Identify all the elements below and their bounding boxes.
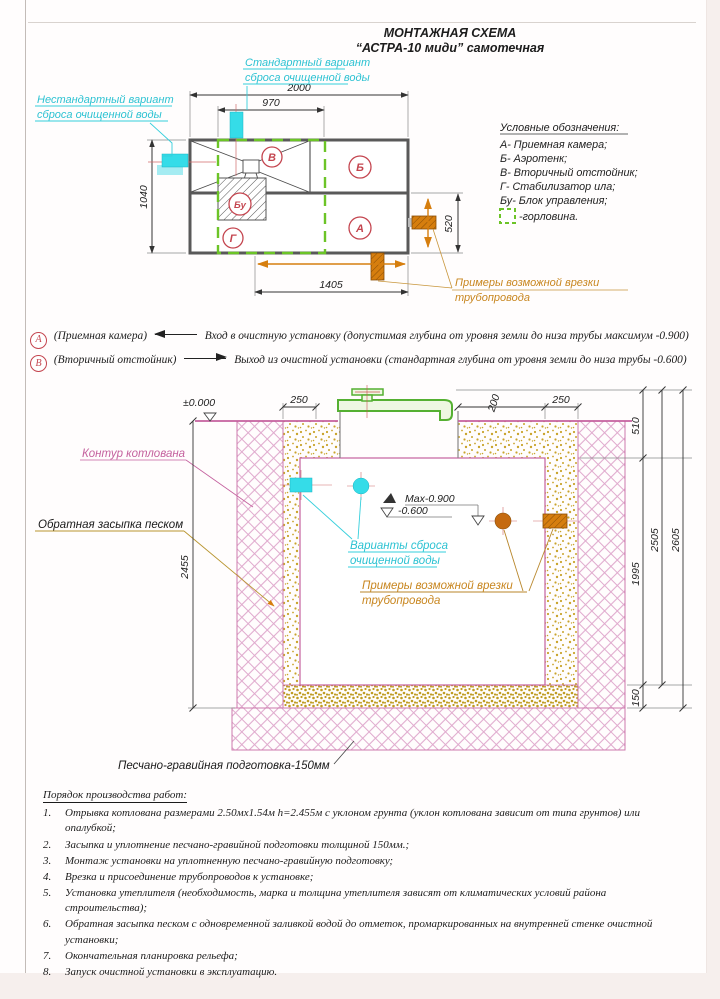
discharge-options-label-1: Варианты сброса bbox=[350, 540, 448, 552]
legend-item-bu: Бу- Блок управления; bbox=[500, 195, 608, 207]
title-line2: “АСТРА-10 миди” самотечная bbox=[355, 41, 545, 56]
legend-item-a: А- Приемная камера; bbox=[500, 139, 608, 151]
dim-2455: 2455 bbox=[179, 555, 191, 579]
badge-bu: Бу bbox=[234, 200, 246, 211]
standard-discharge-label-1: Стандартный вариант bbox=[245, 57, 371, 69]
inlet-arrow-icon bbox=[155, 334, 197, 335]
dim-1995: 1995 bbox=[630, 562, 642, 586]
legend-item-b: Б- Аэротенк; bbox=[500, 153, 568, 165]
insertion-pipe-end bbox=[495, 513, 511, 529]
lid bbox=[338, 385, 452, 420]
legend-item-v: В- Вторичный отстойник; bbox=[500, 167, 638, 179]
level-zero: ±0.000 bbox=[183, 397, 216, 409]
title-line1: МОНТАЖНАЯ СХЕМА bbox=[383, 26, 517, 40]
note-v-name: (Вторичный отстойник) bbox=[53, 353, 177, 366]
badge-g: Г bbox=[229, 233, 237, 245]
nonstandard-discharge-label-2: сброса очищенной воды bbox=[37, 109, 162, 121]
work-order-item-1: 1. Отрывка котлована размерами 2.50мх1.54м h=2.455м с уклоном грунта (уклон котлована зависит от типа грунтов) или опалубкой; bbox=[43, 807, 640, 835]
discharge-options-label-2: очищенной воды bbox=[350, 555, 441, 567]
discharge-pipe-side bbox=[290, 478, 312, 492]
dim-2505: 2505 bbox=[649, 528, 661, 552]
plan-insertion-label-1: Примеры возможной врезки bbox=[455, 277, 600, 289]
bedding-label: Песчано-гравийная подготовка-150мм bbox=[118, 760, 330, 772]
work-order-section bbox=[43, 788, 691, 981]
level-max: Max-0.900 bbox=[405, 493, 455, 505]
badge-v: В bbox=[268, 152, 276, 164]
work-order-item-3: 3. Монтаж установки на уплотненную песчано-гравийную подготовку; bbox=[43, 854, 394, 867]
legend-title: Условные обозначения: bbox=[500, 122, 620, 134]
dim-250-left: 250 bbox=[290, 394, 308, 406]
work-order-item-7: 7. Окончательная планировка рельефа; bbox=[43, 949, 238, 962]
note-outlet bbox=[30, 351, 702, 373]
badge-a: А bbox=[356, 223, 364, 235]
nonstandard-discharge-label-1: Нестандартный вариант bbox=[37, 94, 174, 106]
work-order-item-8: 8. Запуск очистной установки в эксплуатацию. bbox=[43, 965, 278, 978]
dim-520: 520 bbox=[443, 215, 455, 233]
legend-item-g: Г- Стабилизатор ила; bbox=[500, 181, 616, 193]
plan-insertion-label-2: трубопровода bbox=[455, 292, 530, 304]
note-v-badge: В bbox=[30, 355, 47, 372]
work-order-item-6: 6. Обратная засыпка песком с одновременной заливкой водой до отметок, промаркированных на внутренней стенке очистной установки; bbox=[43, 918, 653, 946]
neck-symbol-icon bbox=[500, 209, 515, 223]
note-inlet bbox=[30, 327, 702, 349]
outlet-arrow-icon bbox=[184, 358, 226, 359]
legend-item-neck: -горловина. bbox=[519, 211, 579, 223]
dim-1405: 1405 bbox=[319, 279, 343, 291]
work-order-item-2: 2. Засыпка и уплотнение песчано-гравийной подготовки толщиной 150мм.; bbox=[43, 838, 410, 851]
note-a-badge: А bbox=[30, 332, 47, 349]
dim-250-right: 250 bbox=[552, 394, 570, 406]
legend bbox=[499, 122, 638, 223]
standard-pipe bbox=[230, 112, 243, 138]
dim-2000: 2000 bbox=[287, 82, 311, 94]
dim-1040: 1040 bbox=[138, 185, 150, 209]
note-a-text: Вход в очистную установку (допустимая глубина от уровня земли до низа трубы максимум -0.900) bbox=[204, 330, 689, 342]
discharge-pipe-end bbox=[353, 478, 369, 494]
pit-contour-label: Контур котлована bbox=[82, 448, 186, 460]
standard-discharge-label-2: сброса очищенной воды bbox=[245, 72, 370, 84]
dim-510: 510 bbox=[630, 417, 642, 435]
note-a-name: (Приемная камера) bbox=[53, 330, 148, 342]
work-order-item-5: 5. Установка утеплителя (необходимость, марка и толщина утеплителя зависят от климатических условий района строительства); bbox=[43, 887, 607, 915]
dim-2605: 2605 bbox=[670, 528, 682, 552]
dim-970: 970 bbox=[262, 97, 280, 109]
dim-200: 200 bbox=[485, 392, 503, 414]
gravel-bedding bbox=[283, 685, 578, 708]
section-insertion-label-2: трубопровода bbox=[362, 595, 441, 607]
work-order-title: Порядок производства работ: bbox=[43, 789, 187, 801]
section-view bbox=[35, 385, 692, 772]
section-insertion-label-1: Примеры возможной врезки bbox=[362, 580, 513, 592]
work-order-item-4: 4. Врезка и присоединение трубопроводов к установке; bbox=[43, 870, 314, 883]
backfill-label: Обратная засыпка песком bbox=[38, 519, 184, 531]
badge-b: Б bbox=[356, 162, 364, 174]
notes-section bbox=[30, 327, 702, 374]
level-out: -0.600 bbox=[398, 505, 428, 517]
note-v-text: Выход из очистной установки (стандартная глубина от уровня земли до низа трубы -0.600) bbox=[234, 353, 687, 366]
dim-150: 150 bbox=[630, 689, 642, 707]
